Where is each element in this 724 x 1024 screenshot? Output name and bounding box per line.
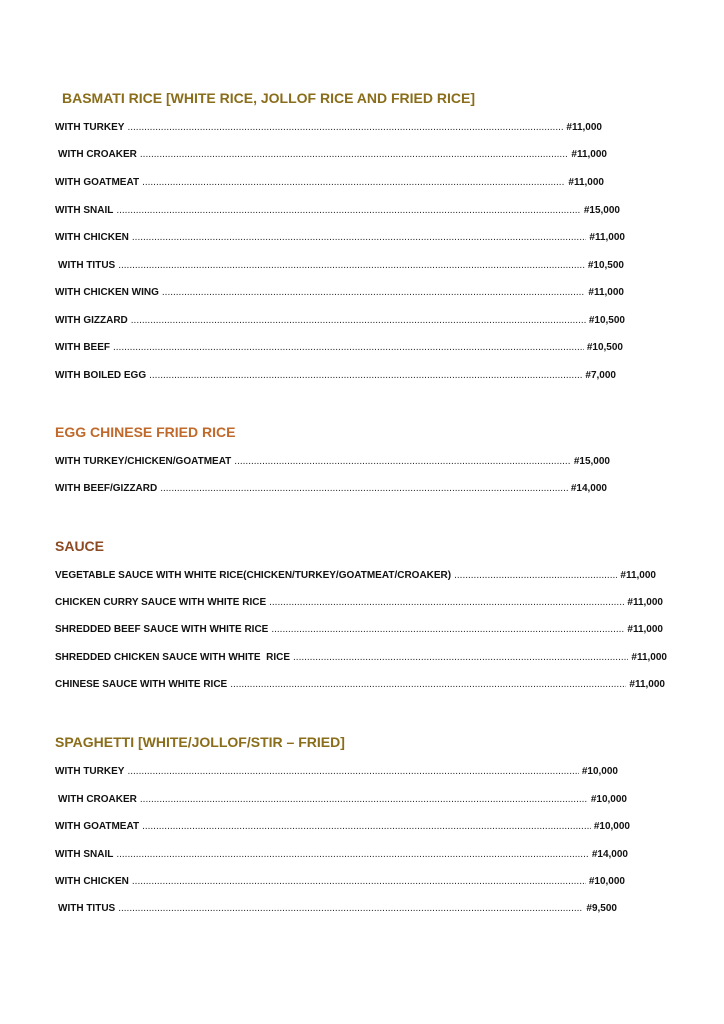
section-heading: EGG CHINESE FRIED RICE bbox=[55, 424, 236, 440]
dot-leader bbox=[142, 821, 591, 832]
menu-item-row bbox=[55, 342, 623, 353]
menu-item-row bbox=[55, 597, 663, 608]
menu-item-row bbox=[55, 232, 625, 243]
menu-item-name: SHREDDED CHICKEN SAUCE WITH WHITE RICE bbox=[55, 652, 291, 663]
dot-leader bbox=[127, 766, 578, 777]
menu-item-row bbox=[55, 456, 610, 467]
menu-item-row bbox=[55, 679, 665, 690]
dot-leader bbox=[132, 876, 586, 887]
dot-leader bbox=[142, 177, 565, 188]
menu-item-price: #10,000 bbox=[588, 876, 625, 887]
menu-item-price: #9,500 bbox=[586, 903, 617, 914]
menu-item-row bbox=[58, 903, 617, 914]
menu-item-name: WITH TITUS bbox=[58, 260, 116, 271]
section-heading: SAUCE bbox=[55, 538, 105, 554]
menu-item-row bbox=[55, 315, 625, 326]
menu-item-price: #11,000 bbox=[620, 570, 656, 581]
menu-item-price: #7,000 bbox=[585, 370, 616, 381]
menu-item-price: #10,500 bbox=[587, 260, 624, 271]
dot-leader bbox=[131, 315, 586, 326]
menu-item-name: SHREDDED BEEF SAUCE WITH WHITE RICE bbox=[55, 624, 269, 635]
menu-item-row bbox=[55, 652, 667, 663]
menu-item-name: WITH CHICKEN bbox=[55, 876, 129, 887]
menu-item-name: WITH GOATMEAT bbox=[55, 177, 140, 188]
section-heading: SPAGHETTI [WHITE/JOLLOF/STIR – FRIED] bbox=[55, 734, 345, 750]
menu-item-price: #11,000 bbox=[589, 232, 625, 243]
menu-item-row bbox=[55, 177, 604, 188]
menu-item-row bbox=[58, 260, 624, 271]
menu-item-row bbox=[55, 876, 625, 887]
menu-item-price: #10,500 bbox=[586, 342, 623, 353]
menu-item-price: #15,000 bbox=[583, 205, 620, 216]
menu-item-name: WITH TURKEY bbox=[55, 122, 125, 133]
menu-item-price: #11,000 bbox=[629, 679, 665, 690]
menu-item-price: #11,000 bbox=[627, 624, 663, 635]
menu-item-price: #10,000 bbox=[593, 821, 630, 832]
dot-leader bbox=[118, 260, 585, 271]
dot-leader bbox=[160, 483, 568, 494]
menu-item-row bbox=[55, 287, 624, 298]
menu-item-name: WITH BEEF/GIZZARD bbox=[55, 483, 158, 494]
menu-item-name: WITH TURKEY bbox=[55, 766, 125, 777]
dot-leader bbox=[127, 122, 563, 133]
dot-leader bbox=[113, 342, 584, 353]
menu-item-price: #11,000 bbox=[568, 177, 604, 188]
menu-item-row bbox=[55, 205, 620, 216]
dot-leader bbox=[269, 597, 624, 608]
dot-leader bbox=[116, 205, 581, 216]
menu-item-price: #11,000 bbox=[631, 652, 667, 663]
menu-item-name: WITH TITUS bbox=[58, 903, 116, 914]
menu-item-name: WITH CROAKER bbox=[58, 794, 137, 805]
menu-item-name: WITH BEEF bbox=[55, 342, 110, 353]
menu-item-row bbox=[58, 149, 607, 160]
menu-item-row bbox=[55, 766, 618, 777]
menu-item-row bbox=[58, 794, 627, 805]
menu-item-name: CHINESE SAUCE WITH WHITE RICE bbox=[55, 679, 228, 690]
menu-item-name: WITH BOILED EGG bbox=[55, 370, 147, 381]
menu-item-price: #11,000 bbox=[566, 122, 602, 133]
menu-item-row bbox=[55, 624, 663, 635]
dot-leader bbox=[271, 624, 624, 635]
menu-item-name: WITH SNAIL bbox=[55, 205, 114, 216]
dot-leader bbox=[293, 652, 628, 663]
menu-item-price: #10,000 bbox=[581, 766, 618, 777]
menu-item-name: VEGETABLE SAUCE WITH WHITE RICE(CHICKEN/TURKEY/GOATMEAT/CROAKER) bbox=[55, 570, 452, 581]
menu-item-row bbox=[55, 570, 656, 581]
menu-item-name: WITH SNAIL bbox=[55, 849, 114, 860]
menu-item-price: #15,000 bbox=[573, 456, 610, 467]
dot-leader bbox=[149, 370, 582, 381]
dot-leader bbox=[118, 903, 583, 914]
dot-leader bbox=[230, 679, 626, 690]
menu-item-row bbox=[55, 849, 628, 860]
menu-item-row bbox=[55, 483, 607, 494]
menu-item-price: #10,000 bbox=[590, 794, 627, 805]
dot-leader bbox=[162, 287, 586, 298]
menu-item-name: WITH GIZZARD bbox=[55, 315, 128, 326]
dot-leader bbox=[116, 849, 589, 860]
dot-leader bbox=[234, 456, 571, 467]
menu-item-name: WITH CHICKEN bbox=[55, 232, 129, 243]
dot-leader bbox=[454, 570, 617, 581]
menu-item-row bbox=[55, 122, 602, 133]
dot-leader bbox=[140, 149, 569, 160]
menu-item-name: WITH TURKEY/CHICKEN/GOATMEAT bbox=[55, 456, 232, 467]
menu-item-name: WITH GOATMEAT bbox=[55, 821, 140, 832]
menu-item-price: #14,000 bbox=[570, 483, 607, 494]
menu-item-price: #11,000 bbox=[627, 597, 663, 608]
menu-item-name: WITH CHICKEN WING bbox=[55, 287, 159, 298]
menu-item-row bbox=[55, 370, 616, 381]
menu-item-row bbox=[55, 821, 630, 832]
menu-item-name: WITH CROAKER bbox=[58, 149, 137, 160]
dot-leader bbox=[140, 794, 588, 805]
section-heading: BASMATI RICE [WHITE RICE, JOLLOF RICE AND FRIED RICE] bbox=[62, 90, 475, 106]
menu-item-name: CHICKEN CURRY SAUCE WITH WHITE RICE bbox=[55, 597, 267, 608]
menu-item-price: #11,000 bbox=[571, 149, 607, 160]
dot-leader bbox=[132, 232, 587, 243]
menu-item-price: #14,000 bbox=[591, 849, 628, 860]
menu-item-price: #11,000 bbox=[588, 287, 624, 298]
menu-item-price: #10,500 bbox=[588, 315, 625, 326]
